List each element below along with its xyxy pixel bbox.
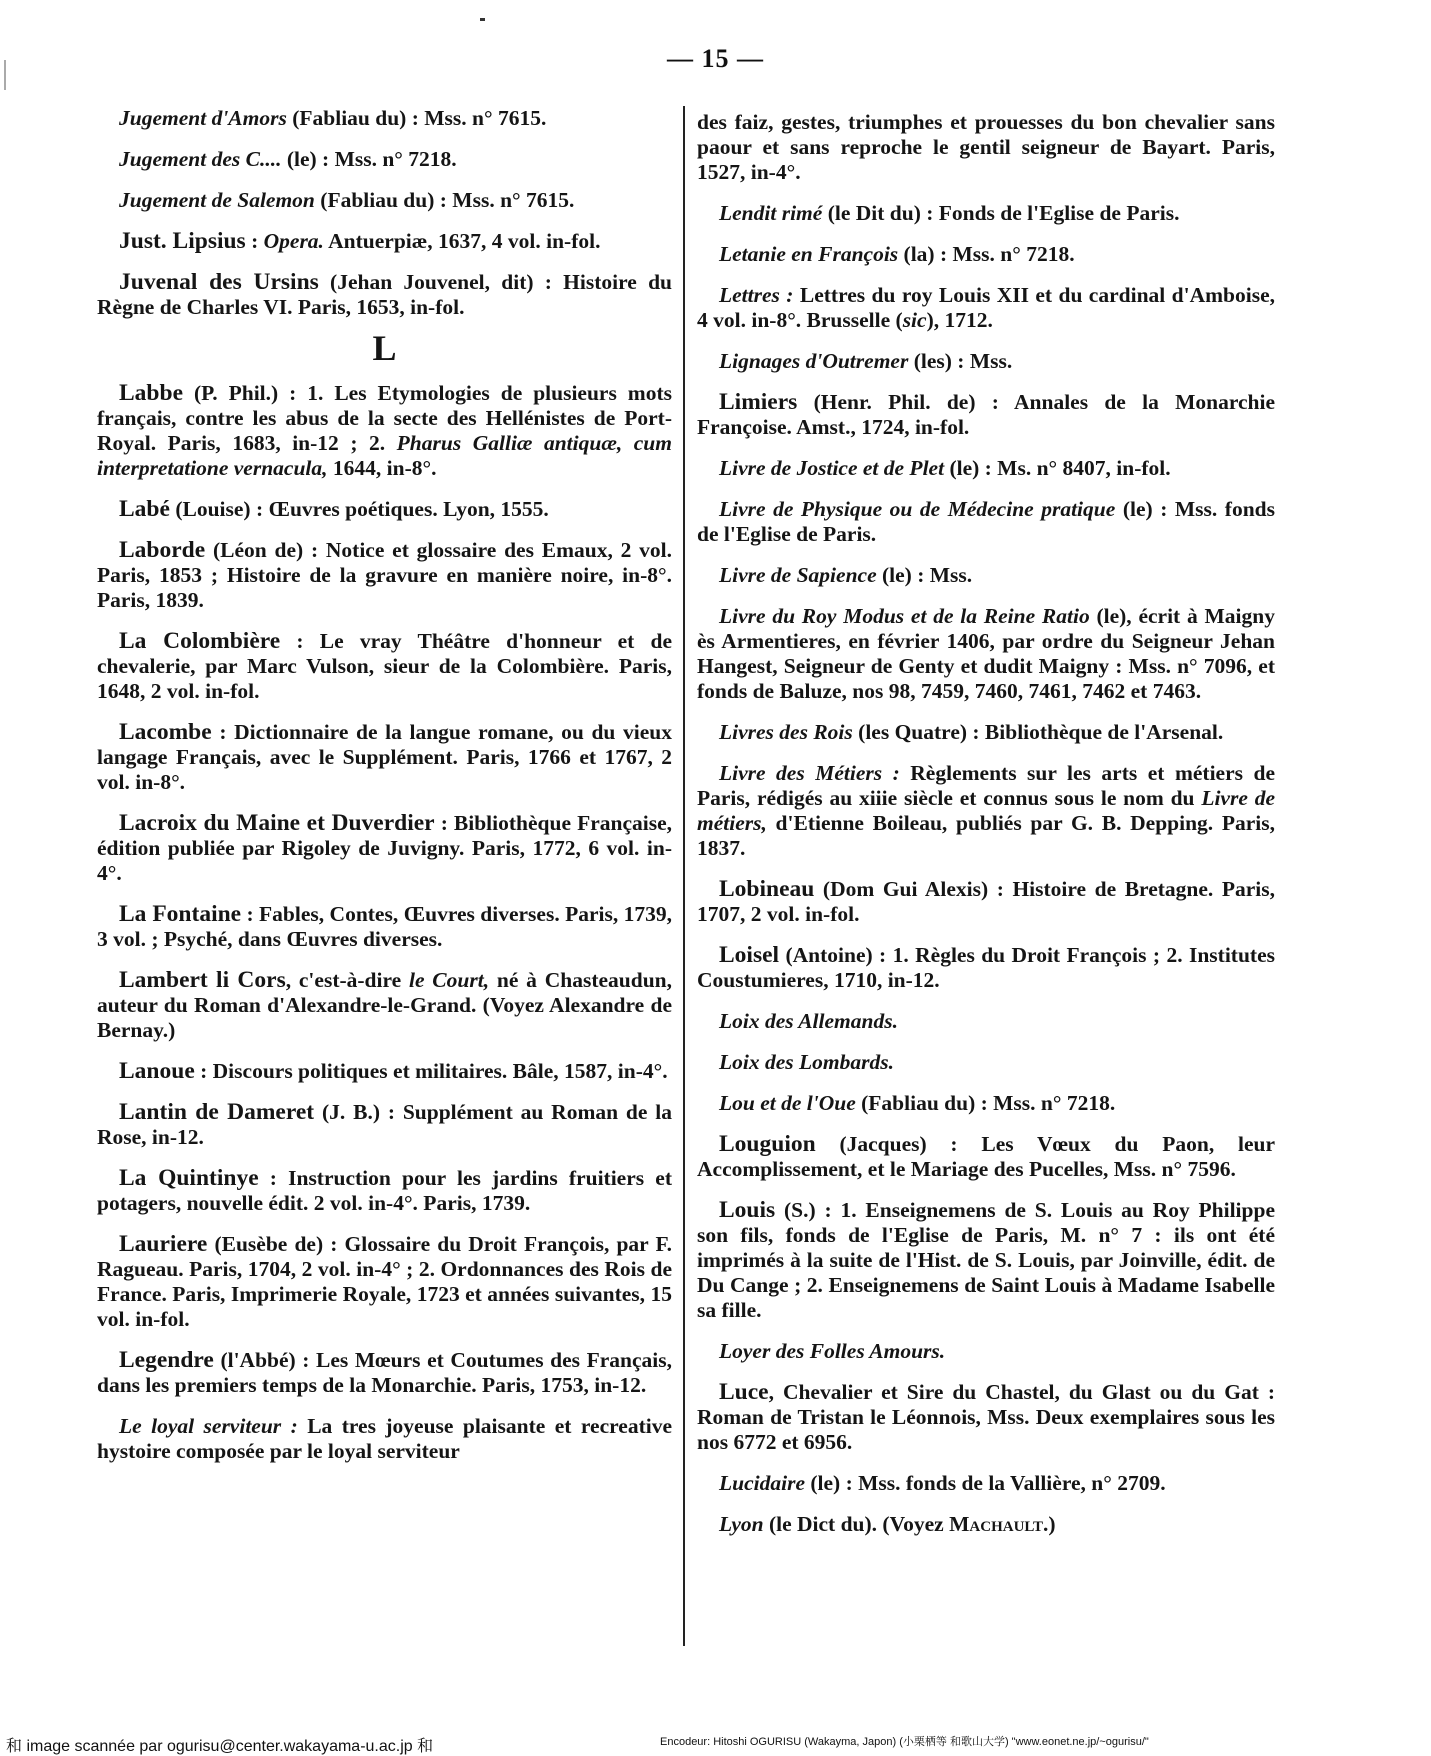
- entry-title: Lyon: [719, 1512, 764, 1536]
- entry-text: (Fabliau du) : Mss. n° 7218.: [855, 1091, 1116, 1115]
- entry-text: (Eusèbe de) : Glossaire du Droit François, par F. Ragueau. Paris, 1704, 2 vol. in-4° ; 2. Ordonnances des Rois de France. Paris, Imprimerie Royale, 1723 et années suivantes, 15 vol. in-fol.: [97, 1232, 672, 1331]
- entry-text: (Henr. Phil. de) : Annales de la Monarchie Françoise. Amst., 1724, in-fol.: [697, 390, 1275, 439]
- entry-title: Loyer des Folles Amours.: [719, 1339, 946, 1363]
- entry-text: : Fables, Contes, Œuvres diverses. Paris, 1739, 3 vol. ; Psyché, dans Œuvres diverses.: [97, 902, 672, 951]
- entry-title: Jugement de Salemon: [119, 188, 315, 212]
- entry-title: Pharus Galliæ antiquæ, cum interpretatione vernacula,: [97, 431, 672, 480]
- entry-text: 1644, in-8°.: [327, 456, 437, 480]
- entry-text: , c'est-à-dire: [285, 968, 409, 992]
- entry-title: Livre de Jostice et de Plet: [719, 456, 945, 480]
- entry-title: le Court,: [408, 968, 490, 992]
- bibliography-entry: [97, 188, 672, 213]
- bibliography-entry: [97, 720, 672, 795]
- scan-credit: 和 image scannée par ogurisu@center.wakayama-u.ac.jp 和: [6, 1738, 434, 1755]
- entry-text: (le), écrit à Maigny ès Armentieres, en février 1406, par ordre du Seigneur Jehan Hangest, Seigneur de Genty et dudit Maigny : Mss. n° 7096, et fonds de Baluze, nos 98, 7459, 7460, 7461, 7462 et 7463.: [697, 604, 1275, 703]
- scan-speck: [480, 18, 485, 21]
- entry-headword: Louis: [719, 1197, 776, 1223]
- entry-title: Loix des Allemands.: [719, 1009, 898, 1033]
- entry-title: Letanie en François: [719, 242, 899, 266]
- entry-headword: Limiers: [719, 389, 798, 415]
- encoder-credit: Encodeur: Hitoshi OGURISU (Wakayma, Japon) (小栗栖等 和歌山大学) "www.eonet.ne.jp/~ogurisu/": [660, 1736, 1149, 1748]
- bibliography-entry: [97, 902, 672, 952]
- entry-title: Livre du Roy Modus et de la Reine Ratio: [719, 604, 1090, 628]
- page-number: — 15 —: [667, 44, 764, 73]
- scan-speck: [4, 60, 6, 90]
- entry-headword: Laborde: [119, 537, 206, 563]
- entry-headword: Louguion: [719, 1131, 816, 1157]
- entry-text: Lettres du roy Louis XII et du cardinal d'Amboise, 4 vol. in-8°. Brusselle (: [697, 283, 1275, 332]
- entry-text: (les) : Mss.: [908, 349, 1013, 373]
- bibliography-entry: [697, 943, 1275, 993]
- bibliography-entry: [697, 110, 1275, 185]
- entry-headword: La Quintinye: [119, 1165, 259, 1191]
- bibliography-entry: [697, 456, 1275, 481]
- entry-headword: Just. Lipsius: [119, 228, 246, 254]
- bibliography-entry: [697, 497, 1275, 547]
- bibliography-entry: [697, 1198, 1275, 1323]
- bibliography-entry: [97, 1232, 672, 1332]
- entry-text: .): [1043, 1512, 1056, 1536]
- bibliography-entry: [97, 629, 672, 704]
- entry-text: (l'Abbé) : Les Mœurs et Coutumes des Français, dans les premiers temps de la Monarchie. Paris, 1753, in-12.: [97, 1348, 672, 1397]
- entry-text: : Le vray Théâtre d'honneur et de chevalerie, par Marc Vulson, sieur de la Colombière. Paris, 1648, 2 vol. in-fol.: [97, 629, 672, 703]
- entry-title: Jugement des C....: [119, 147, 282, 171]
- bibliography-entry: [697, 1512, 1275, 1537]
- entry-headword: Lacombe: [119, 719, 212, 745]
- bibliography-entry: [697, 1380, 1275, 1455]
- entry-text: (les Quatre) : Bibliothèque de l'Arsenal.: [852, 720, 1224, 744]
- bibliography-entry: [697, 283, 1275, 333]
- entry-headword: Labbe: [119, 380, 183, 406]
- right-column: [697, 110, 1275, 1553]
- bibliography-entry: [97, 229, 672, 254]
- bibliography-entry: [697, 1339, 1275, 1364]
- entry-headword: Legendre: [119, 1347, 214, 1373]
- entry-text: (J. B.) : Supplément au Roman de la Rose, in-12.: [97, 1100, 672, 1149]
- bibliography-entry: [697, 242, 1275, 267]
- entry-text: Antuerpiæ, 1637, 4 vol. in-fol.: [323, 229, 601, 253]
- entry-headword: Lanoue: [119, 1058, 195, 1084]
- bibliography-entry: [697, 1132, 1275, 1182]
- bibliography-entry: [97, 106, 672, 131]
- entry-text: des faiz, gestes, triumphes et prouesses du bon chevalier sans paour et sans reproche le gentil seigneur de Bayart. Paris, 1527, in-4°.: [697, 110, 1275, 184]
- entry-headword: Lauriere: [119, 1231, 208, 1257]
- bibliography-entry: [697, 877, 1275, 927]
- entry-title: Livre de Physique ou de Médecine pratique: [719, 497, 1116, 521]
- entry-text: (le) : Mss.: [876, 563, 973, 587]
- entry-headword: Juvenal des Ursins: [119, 269, 319, 295]
- entry-headword: Luce: [719, 1379, 769, 1405]
- left-column: [97, 106, 672, 1480]
- entry-title: Le loyal serviteur :: [119, 1414, 298, 1438]
- bibliography-entry: [697, 1091, 1275, 1116]
- bibliography-entry: [97, 1100, 672, 1150]
- entry-text: (S.) : 1. Enseignemens de S. Louis au Roy Philippe son fils, fonds de l'Eglise de Paris, M. n° 7 : ils ont été imprimés à la suite de l'Hist. de S. Louis, par Joinville, édit. de Du Cange ; 2. Enseignemens de Saint Louis à Madame Isabelle sa fille.: [697, 1198, 1275, 1322]
- entry-text: (P. Phil.) : 1. Les Etymologies de plusieurs mots français, contre les abus de la secte des Hellénistes de Port-Royal. Paris, 1683, in-12 ; 2.: [97, 381, 672, 455]
- entry-headword: Lacroix du Maine et Duverdier: [119, 810, 435, 836]
- entry-headword: La Colombière: [119, 628, 281, 654]
- bibliography-entry: [97, 538, 672, 613]
- entry-title: Livre de Sapience: [719, 563, 877, 587]
- entry-title: Loix des Lombards.: [719, 1050, 894, 1074]
- entry-title: sic: [902, 308, 927, 332]
- entry-headword: Loisel: [719, 942, 780, 968]
- bibliography-entry: [697, 349, 1275, 374]
- entry-headword: Lantin de Dameret: [119, 1099, 315, 1125]
- entry-title: Livre des Métiers :: [719, 761, 900, 785]
- entry-text: ), 1712.: [926, 308, 993, 332]
- bibliography-entry: [97, 968, 672, 1043]
- bibliography-entry: [97, 1166, 672, 1216]
- entry-text: (Léon de) : Notice et glossaire des Emaux, 2 vol. Paris, 1853 ; Histoire de la gravure en manière noire, in-8°. Paris, 1839.: [97, 538, 672, 612]
- entry-text: (le) : Mss. n° 7218.: [281, 147, 457, 171]
- entry-text: (le Dit du) : Fonds de l'Eglise de Paris.: [822, 201, 1180, 225]
- bibliography-entry: [97, 270, 672, 320]
- entry-title: Opera.: [263, 229, 324, 253]
- entry-text: , Chevalier et Sire du Chastel, du Glast ou du Gat : Roman de Tristan le Léonnois, Mss. Deux exemplaires sous les nos 6772 et 6956.: [697, 1380, 1275, 1454]
- entry-title: Lignages d'Outremer: [719, 349, 909, 373]
- entry-text: (Louise) : Œuvres poétiques. Lyon, 1555.: [169, 497, 549, 521]
- entry-text: La tres joyeuse plaisante et recreative hystoire composée par le loyal serviteur: [97, 1414, 672, 1463]
- entry-text: Règlements sur les arts et métiers de Paris, rédigés au xiiie siècle et connus sous le nom du: [697, 761, 1275, 810]
- entry-headword: Labé: [119, 496, 170, 522]
- bibliography-entry: [97, 381, 672, 481]
- entry-text: (le Dict du). (Voyez: [763, 1512, 950, 1536]
- entry-title: Jugement d'Amors: [119, 106, 287, 130]
- bibliography-entry: [697, 201, 1275, 226]
- section-letter-heading: L: [372, 328, 397, 368]
- entry-title: Lendit rimé: [719, 201, 823, 225]
- bibliography-entry: [697, 1050, 1275, 1075]
- entry-title: Livre de métiers,: [697, 786, 1275, 835]
- entry-text: :: [245, 229, 264, 253]
- entry-text: d'Etienne Boileau, publiés par G. B. Depping. Paris, 1837.: [697, 811, 1275, 860]
- entry-text: (Fabliau du) : Mss. n° 7615.: [286, 106, 547, 130]
- bibliography-entry: [97, 1414, 672, 1464]
- bibliography-entry: [697, 390, 1275, 440]
- entry-text: (Fabliau du) : Mss. n° 7615.: [314, 188, 575, 212]
- bibliography-entry: [97, 497, 672, 522]
- entry-text: (Jacques) : Les Vœux du Paon, leur Accomplissement, et le Mariage des Pucelles, Mss. n° 7596.: [697, 1132, 1275, 1181]
- entry-headword: Lobineau: [719, 876, 815, 902]
- bibliography-entry: [97, 1348, 672, 1398]
- bibliography-entry: [97, 811, 672, 886]
- entry-text: : Bibliothèque Française, édition publiée par Rigoley de Juvigny. Paris, 1772, 6 vol. in-4°.: [97, 811, 672, 885]
- entry-text: : Instruction pour les jardins fruitiers et potagers, nouvelle édit. 2 vol. in-4°. Paris, 1739.: [97, 1166, 672, 1215]
- entry-text: (la) : Mss. n° 7218.: [898, 242, 1075, 266]
- bibliography-entry: [697, 563, 1275, 588]
- bibliography-entry: [697, 761, 1275, 861]
- entry-text: (Antoine) : 1. Règles du Droit François ; 2. Institutes Coustumieres, 1710, in-12.: [697, 943, 1275, 992]
- bibliography-entry: [697, 720, 1275, 745]
- entry-text: né à Chasteaudun, auteur du Roman d'Alexandre-le-Grand. (Voyez Alexandre de Bernay.): [97, 968, 672, 1042]
- bibliography-entry: [697, 1471, 1275, 1496]
- bibliography-entry: [97, 147, 672, 172]
- entry-headword: La Fontaine: [119, 901, 242, 927]
- entry-text: (Dom Gui Alexis) : Histoire de Bretagne. Paris, 1707, 2 vol. in-fol.: [697, 877, 1275, 926]
- bibliography-entry: [697, 604, 1275, 704]
- entry-smallcaps: Machault: [949, 1512, 1044, 1536]
- entry-title: Lou et de l'Oue: [719, 1091, 856, 1115]
- entry-text: (le) : Mss. fonds de l'Eglise de Paris.: [697, 497, 1276, 546]
- entry-text: : Discours politiques et militaires. Bâle, 1587, in-4°.: [194, 1059, 668, 1083]
- entry-title: Lucidaire: [719, 1471, 805, 1495]
- entry-text: : Dictionnaire de la langue romane, ou du vieux langage Français, avec le Supplément. Paris, 1766 et 1767, 2 vol. in-8°.: [97, 720, 672, 794]
- bibliography-entry: [97, 1059, 672, 1084]
- entry-title: Livres des Rois: [719, 720, 853, 744]
- entry-headword: Lambert li Cors: [119, 967, 286, 993]
- column-divider: [683, 106, 685, 1646]
- bibliography-entry: [697, 1009, 1275, 1034]
- entry-title: Lettres :: [719, 283, 794, 307]
- entry-text: (Jehan Jouvenel, dit) : Histoire du Règne de Charles VI. Paris, 1653, in-fol.: [97, 270, 672, 319]
- entry-text: (le) : Ms. n° 8407, in-fol.: [944, 456, 1171, 480]
- entry-text: (le) : Mss. fonds de la Vallière, n° 2709.: [805, 1471, 1166, 1495]
